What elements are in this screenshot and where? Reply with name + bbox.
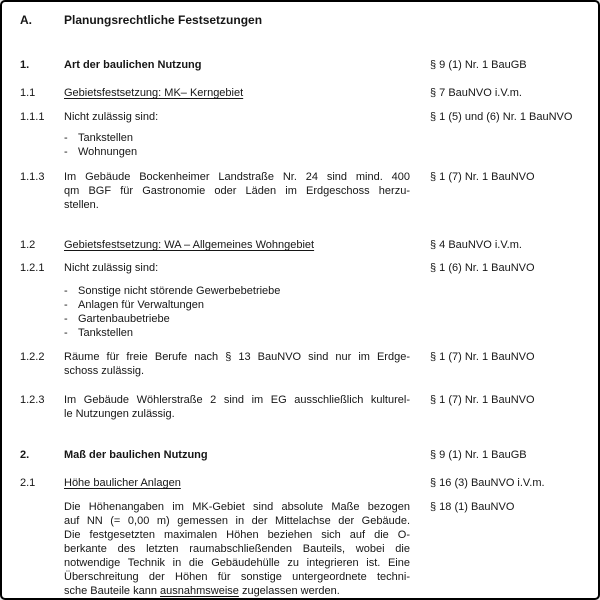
clause-text: Nicht zulässig sind: xyxy=(64,262,159,274)
paragraph-line: auf NN (= 0,00 m) gemessen in der Mittelachse der Gebäude. xyxy=(64,515,410,527)
row-bullet-list-2 xyxy=(20,284,586,340)
legal-reference: § 1 (5) und (6) Nr. 1 BauNVO xyxy=(430,111,573,123)
clause-paragraph xyxy=(64,393,410,421)
clause-heading: Höhe baulicher Anlagen xyxy=(64,477,181,489)
clause-heading: Gebietsfestsetzung: MK– Kerngebiet xyxy=(64,87,244,99)
clause-number: 2. xyxy=(20,449,30,461)
paragraph-line: Im Gebäude Bockenheimer Landstraße Nr. 24 sind mind. 400 xyxy=(64,171,410,183)
legal-reference: § 1 (7) Nr. 1 BauNVO xyxy=(430,351,535,363)
row-clause-2-1-body xyxy=(20,500,586,598)
clause-heading: Gebietsfestsetzung: WA – Allgemeines Wohngebiet xyxy=(64,239,315,251)
row-document-title xyxy=(20,13,586,27)
paragraph-line: schoss zulässig. xyxy=(64,365,145,377)
paragraph-line: qm BGF für Gastronomie oder Läden im Erdgeschoss herzu- xyxy=(64,185,410,197)
clause-number: 1.2 xyxy=(20,239,36,251)
paragraph-line: berkante des letzten raumabschließenden Bauteils, wobei die xyxy=(64,543,410,555)
bullet-item: - Gartenbaubetriebe xyxy=(64,312,410,326)
bullet-item: - Wohnungen xyxy=(64,145,410,159)
legal-reference: § 9 (1) Nr. 1 BauGB xyxy=(430,59,527,71)
paragraph-line: le Nutzungen zulässig. xyxy=(64,408,175,420)
legal-reference: § 7 BauNVO i.V.m. xyxy=(430,87,522,99)
paragraph-line: Die festgesetzten maximalen Höhen beziehen sich auf die O- xyxy=(64,529,410,541)
row-section-1 xyxy=(20,58,586,72)
paragraph-line: Überschreitung der Höhen für sonstige untergeordnete techni- xyxy=(64,571,410,583)
legal-reference: § 4 BauNVO i.V.m. xyxy=(430,239,522,251)
bullet-list xyxy=(64,284,410,340)
legal-reference: § 1 (7) Nr. 1 BauNVO xyxy=(430,171,535,183)
paragraph-line: Räume für freie Berufe nach § 13 BauNVO sind nur im Erdge- xyxy=(64,351,410,363)
legal-reference: § 9 (1) Nr. 1 BauGB xyxy=(430,449,527,461)
bullet-list xyxy=(64,131,410,159)
section-heading: Maß der baulichen Nutzung xyxy=(64,449,208,461)
clause-text: Nicht zulässig sind: xyxy=(64,111,159,123)
paragraph-text: zugelassen werden. xyxy=(238,585,340,597)
clause-number: 1.1 xyxy=(20,87,36,99)
clause-number: 1.2.1 xyxy=(20,262,45,274)
underlined-word: ausnahmsweise xyxy=(160,585,239,597)
paragraph-line: Im Gebäude Wöhlerstraße 2 sind im EG ausschließlich kulturel- xyxy=(64,394,410,406)
clause-number: 1.1.3 xyxy=(20,171,45,183)
row-section-2 xyxy=(20,448,586,462)
paragraph-line: Die Höhenangaben im MK-Gebiet sind absolute Maße bezogen xyxy=(64,501,410,513)
row-clause-1-1 xyxy=(20,86,586,100)
paragraph-text: sche Bauteile kann xyxy=(64,585,161,597)
clause-paragraph xyxy=(64,170,410,212)
paragraph-line: stellen. xyxy=(64,199,99,211)
document-title: Planungsrechtliche Festsetzungen xyxy=(64,13,263,27)
clause-number: 2.1 xyxy=(20,477,36,489)
legal-reference: § 18 (1) BauNVO xyxy=(430,501,515,513)
row-clause-2-1 xyxy=(20,476,586,490)
clause-number: A. xyxy=(20,13,32,27)
section-heading: Art der baulichen Nutzung xyxy=(64,59,202,71)
row-bullet-list-1 xyxy=(20,131,586,159)
row-clause-1-2-1 xyxy=(20,261,586,275)
row-clause-1-2-3 xyxy=(20,393,586,421)
legal-reference: § 1 (7) Nr. 1 BauNVO xyxy=(430,394,535,406)
bullet-item: - Tankstellen xyxy=(64,131,410,145)
bullet-item: - Anlagen für Verwaltungen xyxy=(64,298,410,312)
paragraph-lines xyxy=(64,500,410,584)
clause-number: 1.1.1 xyxy=(20,111,45,123)
bullet-item: - Tankstellen xyxy=(64,326,410,340)
paragraph-line xyxy=(64,584,410,598)
clause-paragraph xyxy=(64,350,410,378)
row-clause-1-2-2 xyxy=(20,350,586,378)
clause-number: 1.2.3 xyxy=(20,394,45,406)
row-clause-1-2 xyxy=(20,238,586,252)
clause-number: 1.2.2 xyxy=(20,351,45,363)
legal-reference: § 16 (3) BauNVO i.V.m. xyxy=(430,477,545,489)
paragraph-line: notwendige Technik in die Gebäudehülle zu integrieren ist. Eine xyxy=(64,557,410,569)
bullet-item: - Sonstige nicht störende Gewerbebetriebe xyxy=(64,284,410,298)
clause-number: 1. xyxy=(20,59,30,71)
row-clause-1-1-1 xyxy=(20,110,586,124)
clause-paragraph xyxy=(64,500,410,598)
legal-reference: § 1 (6) Nr. 1 BauNVO xyxy=(430,262,535,274)
row-clause-1-1-3 xyxy=(20,170,586,212)
